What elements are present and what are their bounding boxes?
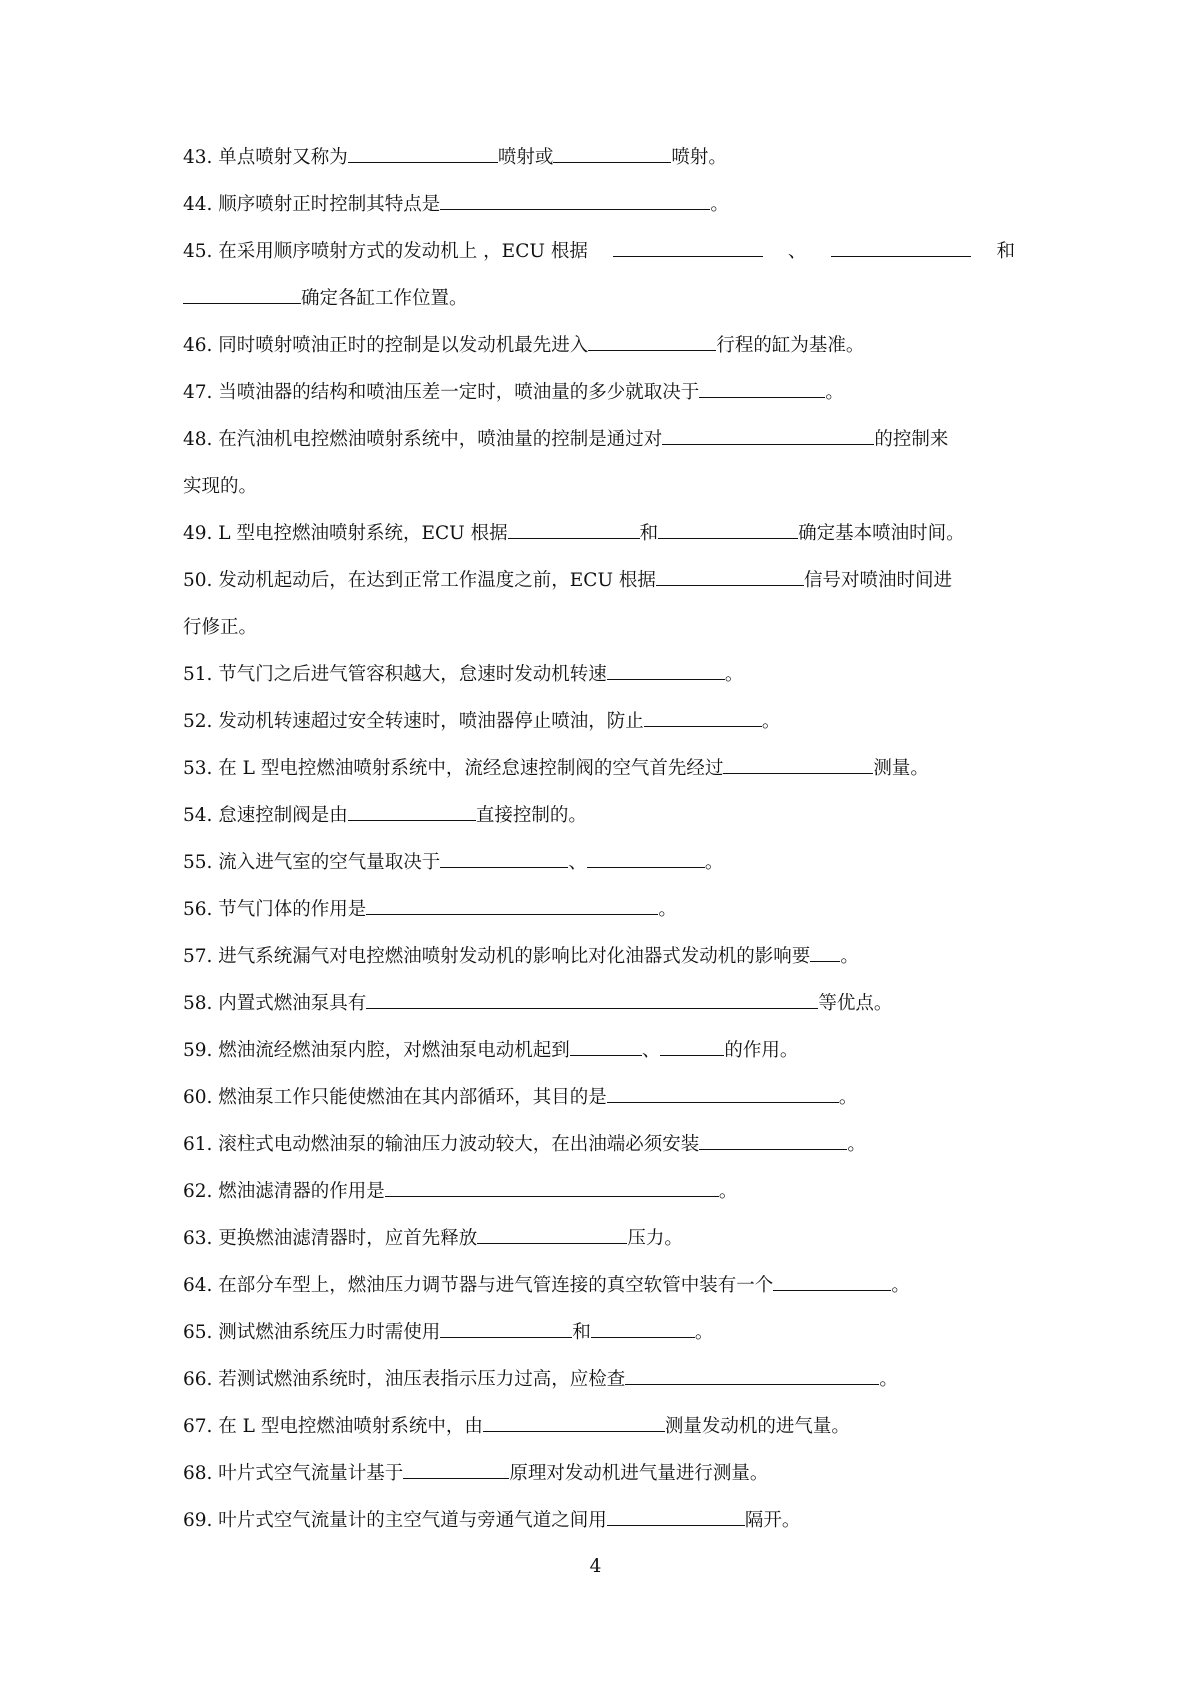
question-text: 。 (891, 1275, 910, 1296)
question-line (183, 663, 743, 687)
question-text: 。 (825, 382, 844, 403)
answer-blank[interactable] (613, 240, 763, 257)
question-text: 。 (838, 1087, 858, 1108)
question-text: 53. 在 L 型电控燃油喷射系统中，流经怠速控制阀的空气首先经过 (183, 758, 724, 779)
answer-blank[interactable] (607, 1509, 745, 1526)
question-text: 隔开。 (744, 1510, 801, 1531)
question-line (183, 1274, 910, 1298)
question-text: 压力。 (627, 1228, 683, 1249)
question-text: 52. 发动机转速超过安全转速时，喷油器停止喷油，防止 (183, 711, 644, 732)
answer-blank[interactable] (440, 851, 568, 868)
question-text: 实现的。 (183, 476, 258, 497)
question-text: 49. L 型电控燃油喷射系统，ECU 根据 (183, 523, 508, 544)
answer-blank[interactable] (831, 240, 971, 257)
question-text: 信号对喷油时间进 (803, 570, 952, 591)
question-line (183, 1509, 800, 1533)
question-text: 行程的缸为基准。 (716, 335, 865, 356)
question-line (183, 851, 723, 875)
answer-blank[interactable] (366, 992, 818, 1009)
question-text: 56. 节气门体的作用是 (183, 899, 367, 920)
answer-blank[interactable] (607, 1086, 839, 1103)
question-text: 。 (847, 1134, 866, 1155)
question-line (183, 1227, 683, 1251)
answer-blank[interactable] (810, 945, 840, 962)
question-text: 。 (694, 1322, 714, 1343)
answer-blank[interactable] (440, 193, 710, 210)
question-text: 测量。 (873, 758, 929, 779)
question-text: 57. 进气系统漏气对电控燃油喷射发动机的影响比对化油器式发动机的影响要 (183, 946, 811, 967)
question-text: 的控制来 (874, 429, 949, 450)
question-text: 、 (787, 241, 807, 262)
question-text: 68. 叶片式空气流量计基于 (183, 1463, 404, 1484)
question-line (183, 1368, 898, 1392)
question-line (183, 428, 948, 452)
question-text: 。 (761, 711, 781, 732)
question-text: 的作用。 (724, 1040, 799, 1061)
answer-blank[interactable] (348, 804, 476, 821)
question-text: 。 (718, 1181, 738, 1202)
answer-blank[interactable] (477, 1227, 627, 1244)
question-text: 行修正。 (183, 617, 258, 638)
answer-blank[interactable] (440, 1321, 572, 1338)
question-text: 47. 当喷油器的结构和喷油压差一定时，喷油量的多少就取决于 (183, 382, 700, 403)
question-line (183, 757, 929, 781)
question-text: 喷射。 (671, 147, 727, 168)
answer-blank[interactable] (588, 334, 716, 351)
question-text: 确定基本喷油时间。 (798, 523, 965, 544)
answer-blank[interactable] (348, 146, 498, 163)
question-line (183, 1039, 798, 1063)
question-line (183, 1133, 866, 1157)
question-text: 48. 在汽油机电控燃油喷射系统中，喷油量的控制是通过对 (183, 429, 663, 450)
page-number: 4 (589, 1556, 602, 1577)
question-text: 43. 单点喷射又称为 (183, 147, 348, 168)
question-text: 59. 燃油流经燃油泵内腔，对燃油泵电动机起到 (183, 1040, 570, 1061)
answer-blank[interactable] (183, 287, 301, 304)
answer-blank[interactable] (607, 663, 725, 680)
answer-blank[interactable] (656, 569, 804, 586)
question-text: 测量发动机的进气量。 (664, 1416, 850, 1437)
question-line (183, 146, 727, 170)
answer-blank[interactable] (723, 757, 873, 774)
answer-blank[interactable] (644, 710, 762, 727)
answer-blank[interactable] (587, 851, 705, 868)
question-line (183, 381, 844, 405)
answer-blank[interactable] (625, 1368, 879, 1385)
answer-blank[interactable] (660, 1039, 724, 1056)
question-text: 60. 燃油泵工作只能使燃油在其内部循环，其目的是 (183, 1087, 607, 1108)
answer-blank[interactable] (385, 1180, 719, 1197)
question-text: 61. 滚柱式电动燃油泵的输油压力波动较大，在出油端必须安装 (183, 1134, 700, 1155)
answer-blank[interactable] (570, 1039, 642, 1056)
question-line (183, 1462, 768, 1486)
question-text: 、 (568, 852, 587, 873)
question-line (183, 1086, 857, 1110)
question-text: 51. 节气门之后进气管容积越大，怠速时发动机转速 (183, 664, 607, 685)
question-text: 。 (704, 852, 724, 873)
question-text: 63. 更换燃油滤清器时，应首先释放 (183, 1228, 478, 1249)
question-text: 确定各缸工作位置。 (301, 288, 468, 309)
answer-blank[interactable] (773, 1274, 891, 1291)
question-line (183, 522, 965, 546)
question-line (183, 992, 892, 1016)
question-text: 62. 燃油滤清器的作用是 (183, 1181, 385, 1202)
question-text: 。 (724, 664, 744, 685)
question-line (183, 1180, 737, 1204)
question-text: 54. 怠速控制阀是由 (183, 805, 348, 826)
answer-blank[interactable] (553, 146, 671, 163)
question-text: 65. 测试燃油系统压力时需使用 (183, 1322, 441, 1343)
question-text: 67. 在 L 型电控燃油喷射系统中，由 (183, 1416, 483, 1437)
answer-blank[interactable] (699, 1133, 847, 1150)
answer-blank[interactable] (483, 1415, 665, 1432)
question-line (183, 804, 587, 828)
question-text: 喷射或 (497, 147, 554, 168)
question-text: 46. 同时喷射喷油正时的控制是以发动机最先进入 (183, 335, 589, 356)
question-text: 、 (641, 1040, 661, 1061)
answer-blank[interactable] (658, 522, 798, 539)
answer-blank[interactable] (591, 1321, 695, 1338)
question-text: 和 (639, 523, 659, 544)
question-text: 58. 内置式燃油泵具有 (183, 993, 367, 1014)
question-line (183, 287, 468, 311)
question-line (183, 334, 864, 358)
question-text: 64. 在部分车型上，燃油压力调节器与进气管连接的真空软管中装有一个 (183, 1275, 774, 1296)
question-line (183, 1415, 850, 1439)
question-text: 和 (996, 241, 1015, 262)
question-line (183, 945, 859, 969)
question-line (183, 475, 257, 499)
question-text: 和 (572, 1322, 591, 1343)
question-line (183, 898, 677, 922)
question-text: 45. 在采用顺序喷射方式的发动机上 ，ECU 根据 (183, 241, 588, 262)
question-text: 44. 顺序喷射正时控制其特点是 (183, 194, 441, 215)
answer-blank[interactable] (699, 381, 825, 398)
question-line (183, 193, 729, 217)
question-text: 55. 流入进气室的空气量取决于 (183, 852, 441, 873)
question-text: 直接控制的。 (475, 805, 587, 826)
answer-blank[interactable] (508, 522, 640, 539)
question-text: 。 (879, 1369, 898, 1390)
question-text: 。 (710, 194, 729, 215)
question-line (183, 710, 780, 734)
question-line (183, 569, 952, 593)
answer-blank[interactable] (662, 428, 874, 445)
question-line (183, 1321, 713, 1345)
answer-blank[interactable] (403, 1462, 509, 1479)
question-text: 66. 若测试燃油系统时，油压表指示压力过高，应检查 (183, 1369, 626, 1390)
question-text: 等优点。 (818, 993, 893, 1014)
question-text: 69. 叶片式空气流量计的主空气道与旁通气道之间用 (183, 1510, 607, 1531)
answer-blank[interactable] (366, 898, 658, 915)
question-text: 50. 发动机起动后，在达到正常工作温度之前，ECU 根据 (183, 570, 656, 591)
question-line (183, 616, 257, 640)
question-line (183, 240, 1015, 264)
question-text: 。 (658, 899, 677, 920)
question-text: 原理对发动机进气量进行测量。 (509, 1463, 769, 1484)
question-text: 。 (840, 946, 859, 967)
